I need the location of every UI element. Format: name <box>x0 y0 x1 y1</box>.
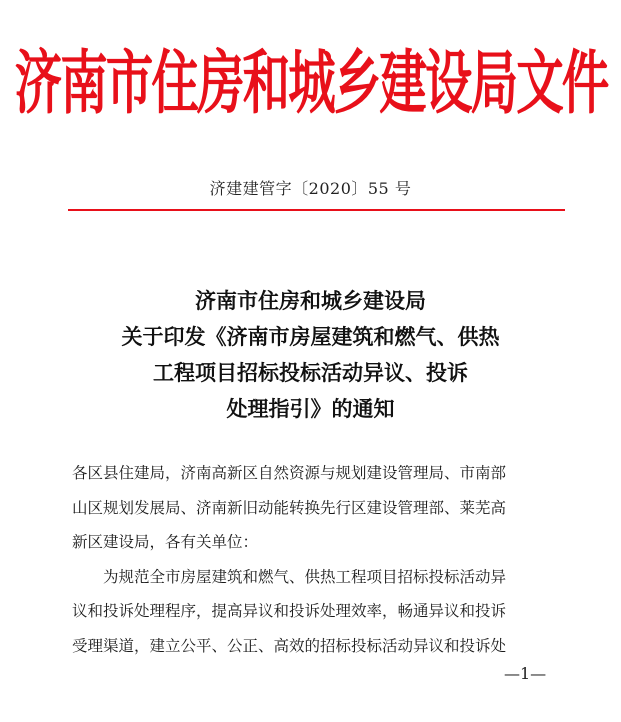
title-line: 工程项目招标投标活动异议、投诉 <box>153 361 468 385</box>
red-separator-line <box>68 209 565 211</box>
masthead-title: 济南市住房和城乡建设局文件 <box>14 42 607 124</box>
title-line: 济南市住房和城乡建设局 <box>195 289 426 313</box>
paragraph-line: 议和投诉处理程序，提高异议和投诉处理效率，畅通异议和投诉 <box>72 602 507 620</box>
paragraph-line: 受理渠道，建立公平、公正、高效的招标投标活动异议和投诉处 <box>72 636 507 655</box>
addressee-line: 新区建设局，各有关单位： <box>72 533 259 551</box>
page-number: —1— <box>504 664 547 683</box>
notice-body <box>72 456 567 663</box>
addressee-line: 各区县住建局，济南高新区自然资源与规划建设管理局、市南部 <box>72 464 507 482</box>
paragraph-line: 为规范全市房屋建筑和燃气、供热工程项目招标投标活动异 <box>103 567 507 586</box>
document-number: 济建建管字〔2020〕55 号 <box>209 179 412 198</box>
notice-title <box>0 283 621 427</box>
masthead <box>0 38 621 128</box>
title-line: 关于印发《济南市房屋建筑和燃气、供热 <box>121 325 500 349</box>
title-line: 处理指引》的通知 <box>226 397 395 421</box>
addressee-line: 山区规划发展局、济南新旧动能转换先行区建设管理部、莱芜高 <box>72 498 507 517</box>
